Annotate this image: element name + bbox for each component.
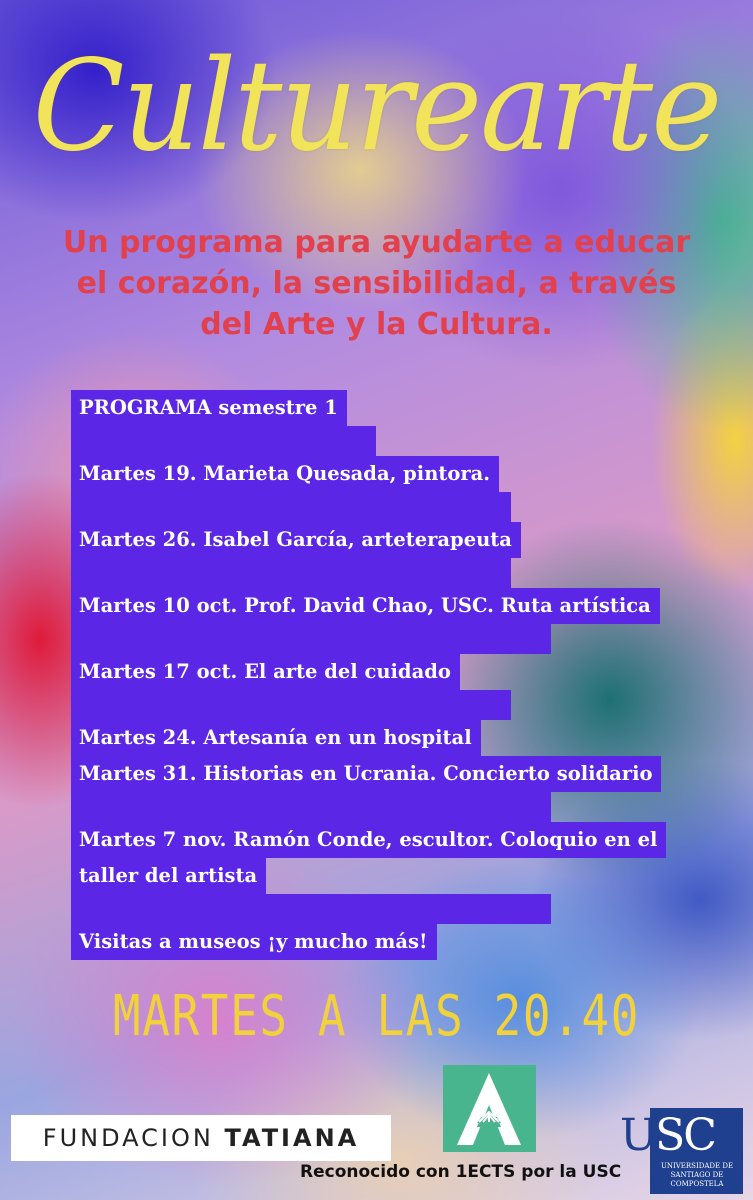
- a-shell-icon: [443, 1065, 536, 1152]
- a-shell-logo: [443, 1065, 536, 1152]
- program-item: Martes 19. Marieta Quesada, pintora.: [71, 456, 499, 492]
- program-item: Martes 7 nov. Ramón Conde, escultor. Coloquio en el: [71, 822, 666, 858]
- poster-subtitle: Un programa para ayudarte a educar el corazón, la sensibilidad, a través del Arte y la Cultura.: [62, 225, 691, 342]
- program-item: Martes 10 oct. Prof. David Chao, USC. Ruta artística: [71, 588, 660, 624]
- fundacion-tatiana-logo: [11, 1115, 391, 1161]
- program-item: Martes 24. Artesanía en un hospital: [71, 720, 481, 756]
- usc-logo-caption: UNIVERSIDADE DE SANTIAGO DE COMPOSTELA: [660, 1162, 734, 1188]
- program-spacer: [71, 624, 551, 654]
- program-item: taller del artista: [71, 858, 266, 894]
- poster-title: Culturearte: [32, 33, 721, 180]
- program-box: [71, 390, 741, 960]
- program-heading: PROGRAMA semestre 1: [71, 390, 347, 426]
- program-item: Martes 17 oct. El arte del cuidado: [71, 654, 460, 690]
- schedule-banner: MARTES A LAS 20.40: [112, 984, 641, 1049]
- usc-logo-letter: U: [620, 1110, 656, 1161]
- program-spacer: [71, 558, 511, 588]
- fundacion-logo-text: FUNDACION TATIANA: [42, 1124, 360, 1152]
- program-spacer: [71, 492, 511, 522]
- program-spacer: [71, 690, 511, 720]
- program-item: Martes 31. Historias en Ucrania. Concierto solidario: [71, 756, 661, 792]
- program-item: Martes 26. Isabel García, arteterapeuta: [71, 522, 521, 558]
- program-item: Visitas a museos ¡y mucho más!: [71, 924, 437, 960]
- program-spacer: [71, 894, 551, 924]
- usc-logo-letters: [620, 1108, 715, 1164]
- usc-logo-letter: SC: [655, 1110, 715, 1161]
- program-spacer: [71, 426, 376, 456]
- usc-logo: [620, 1108, 743, 1194]
- ects-recognition: Reconocido con 1ECTS por la USC: [300, 1162, 622, 1182]
- program-spacer: [71, 792, 551, 822]
